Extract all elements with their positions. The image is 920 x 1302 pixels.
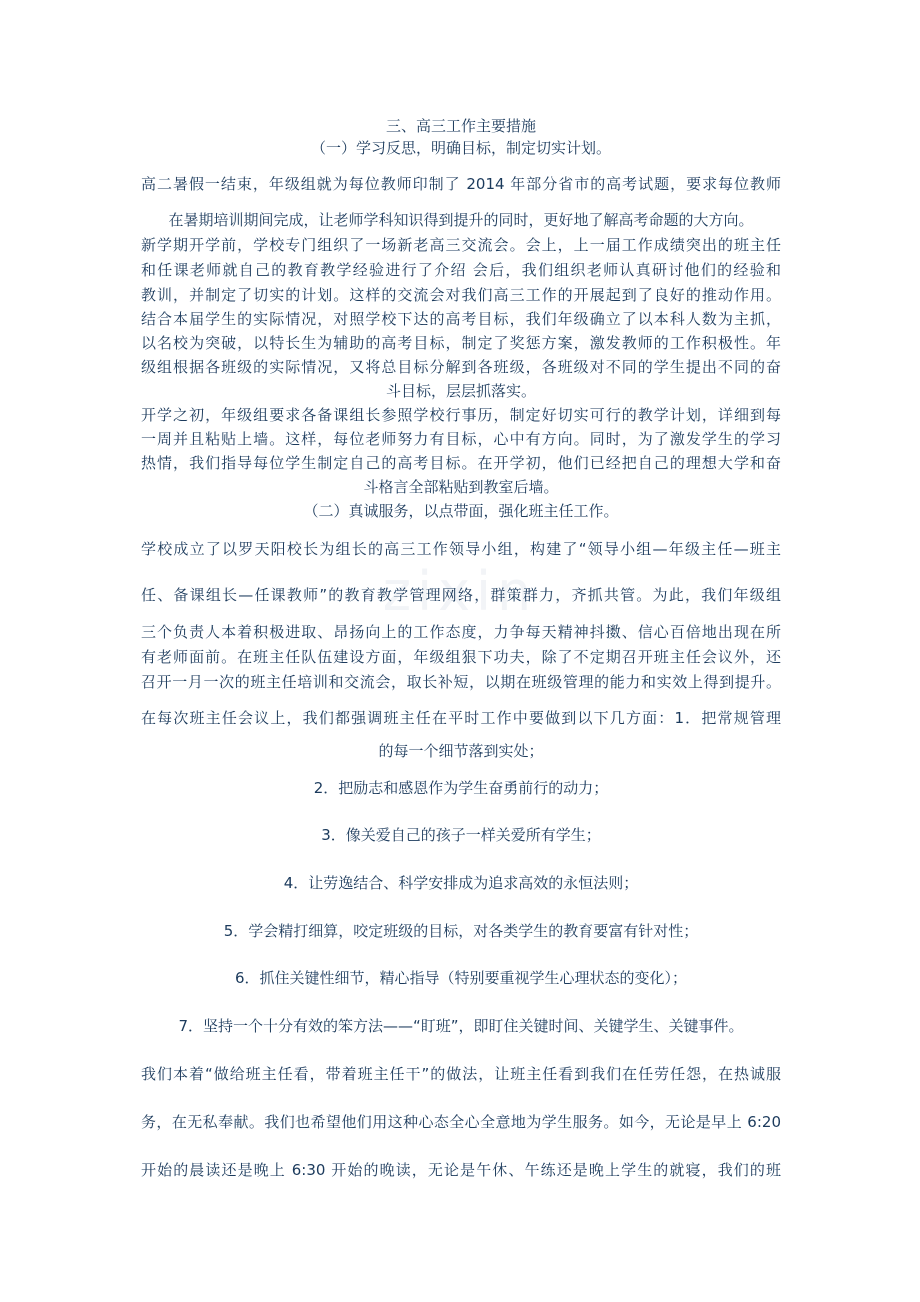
paragraph-line: 一周并且粘贴上墙。这样，每位老师努力有目标，心中有方向。同时，为了激发学生的学习 xyxy=(141,430,781,448)
paragraph-line: 开始的晨读还是晚上 6:30 开始的晚读，无论是午休、午练还是晚上学生的就寝，我们的班 xyxy=(141,1161,781,1179)
paragraph-line: 新学期开学前，学校专门组织了一场新老高三交流会。会上，上一届工作成绩突出的班主任 xyxy=(141,236,781,254)
paragraph-line: 召开一月一次的班主任培训和交流会，取长补短，以期在班级管理的能力和实效上得到提升。 xyxy=(141,673,781,691)
paragraph-line: 斗格言全部粘贴到教室后墙。 xyxy=(363,478,559,496)
subheading-2: （二）真诚服务，以点带面，强化班主任工作。 xyxy=(303,502,619,520)
list-item: 6．抓住关键性细节，精心指导（特别要重视学生心理状态的变化）； xyxy=(234,969,688,987)
paragraph-line: 任、备课组长—任课教师”的教育教学管理网络，群策群力，齐抓共管。为此，我们年级组 xyxy=(141,586,781,604)
list-item: 7．坚持一个十分有效的笨方法——“盯班”，即盯住关键时间、关键学生、关键事件。 xyxy=(178,1017,744,1035)
paragraph-line: 在每次班主任会议上，我们都强调班主任在平时工作中要做到以下几方面：1．把常规管理 xyxy=(141,709,781,727)
paragraph-line: 级组根据各班级的实际情况，又将总目标分解到各班级，各班级对不同的学生提出不同的奋 xyxy=(141,358,781,376)
paragraph-line: 结合本届学生的实际情况，对照学校下达的高考目标，我们年级确立了以本科人数为主抓， xyxy=(141,310,781,328)
paragraph-line: 以名校为突破，以特长生为辅助的高考目标，制定了奖惩方案，激发教师的工作积极性。年 xyxy=(141,334,781,352)
paragraph-line: 高二暑假一结束，年级组就为每位教师印制了 2014 年部分省市的高考试题，要求每位教师 xyxy=(141,175,781,193)
paragraph-line: 教训，并制定了切实的计划。这样的交流会对我们高三工作的开展起到了良好的推动作用。 xyxy=(141,286,781,304)
list-item: 3．像关爱自己的孩子一样关爱所有学生； xyxy=(321,826,601,844)
paragraph-line: 斗目标，层层抓落实。 xyxy=(385,382,536,400)
list-item: 5．学会精打细算，咬定班级的目标，对各类学生的教育要富有针对性； xyxy=(223,922,699,940)
paragraph-line: 和任课老师就自己的教育教学经验进行了介绍 会后，我们组织老师认真研讨他们的经验和 xyxy=(141,261,781,279)
paragraph-line: 我们本着“做给班主任看，带着班主任干”的做法，让班主任看到我们在任劳任怨，在热诚服 xyxy=(141,1065,781,1083)
section-heading: 三、高三工作主要措施 xyxy=(385,117,536,135)
watermark: zixin xyxy=(382,560,538,623)
paragraph-line: 有老师面前。在班主任队伍建设方面，年级组狠下功夫，除了不定期召开班主任会议外，还 xyxy=(141,648,781,666)
list-item: 4．让劳逸结合、科学安排成为追求高效的永恒法则； xyxy=(283,874,639,892)
paragraph-line: 学校成立了以罗天阳校长为组长的高三工作领导小组，构建了“领导小组—年级主任—班主 xyxy=(141,540,781,558)
paragraph-line: 在暑期培训期间完成，让老师学科知识得到提升的同时，更好地了解高考命题的大方向。 xyxy=(168,211,754,229)
subheading-1: （一）学习反思，明确目标，制定切实计划。 xyxy=(310,139,611,157)
paragraph-line: 热情，我们指导每位学生制定自己的高考目标。在开学初，他们已经把自己的理想大学和奋 xyxy=(141,454,781,472)
paragraph-line: 的每一个细节落到实处； xyxy=(378,742,544,760)
paragraph-line: 三个负责人本着积极进取、昂扬向上的工作态度，力争每天精神抖擞、信心百倍地出现在所 xyxy=(141,623,781,641)
paragraph-line: 务，在无私奉献。我们也希望他们用这种心态全心全意地为学生服务。如今，无论是早上 6:20 xyxy=(141,1113,781,1131)
list-item: 2．把励志和感恩作为学生奋勇前行的动力； xyxy=(313,779,609,797)
paragraph-line: 开学之初，年级组要求各备课组长参照学校行事历，制定好切实可行的教学计划，详细到每 xyxy=(141,406,781,424)
